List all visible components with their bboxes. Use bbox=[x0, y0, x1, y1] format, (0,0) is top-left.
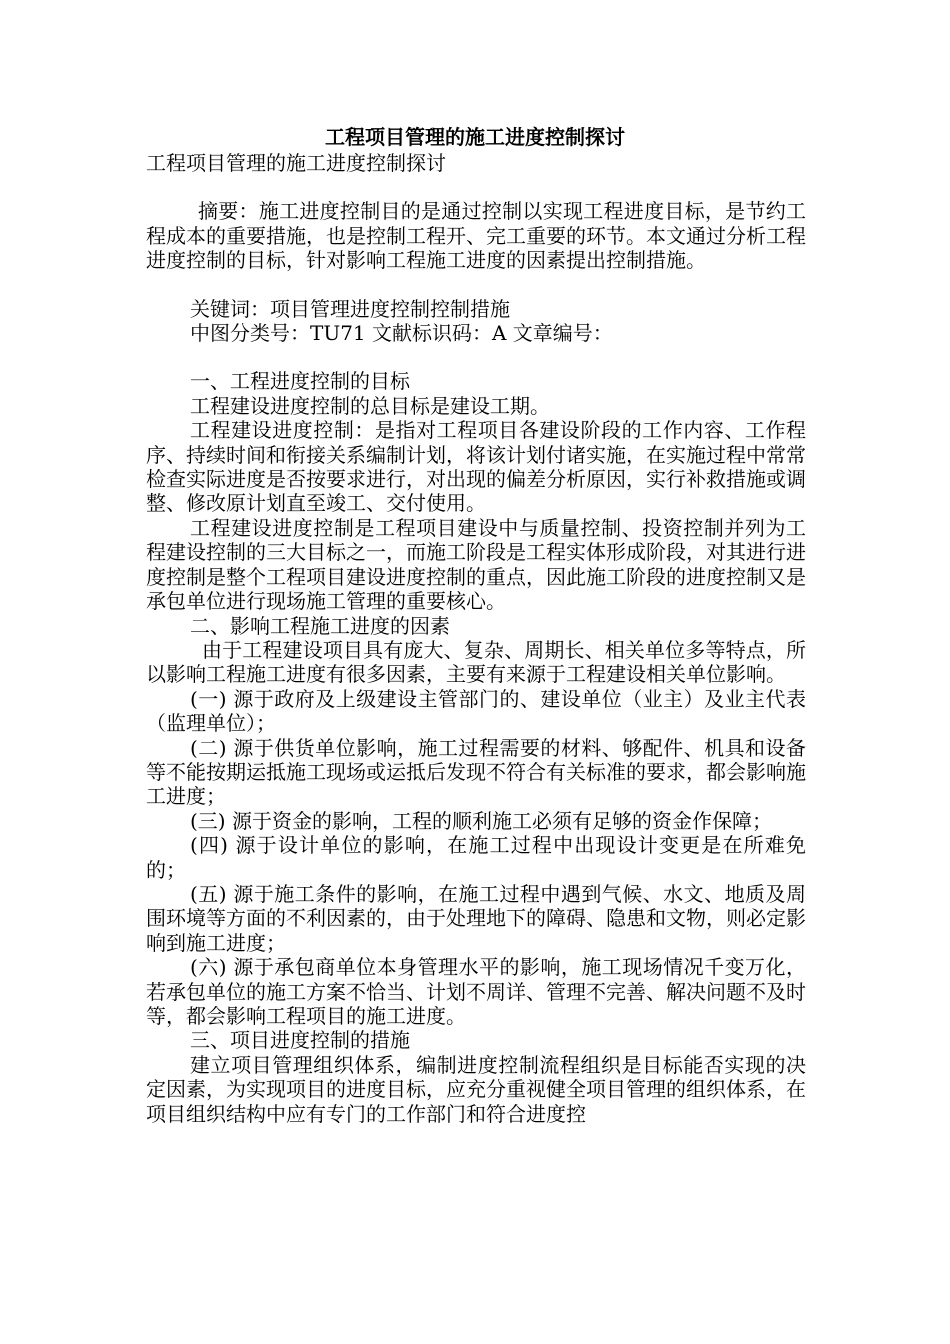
document-body bbox=[146, 151, 806, 1126]
keywords-line: 关键词：项目管理进度控制控制措施 bbox=[190, 296, 510, 321]
list-item: (四) 源于设计单位的影响，在施工过程中出现设计变更是在所难免的； bbox=[146, 833, 806, 882]
abstract-paragraph: 摘要：施工进度控制目的是通过控制以实现工程进度目标，是节约工程成本的重要措施，也是控制工程开、完工重要的环节。本文通过分析工程进度控制的目标，针对影响工程施工进度的因素提出控制措施。 bbox=[146, 199, 806, 273]
section-heading-3: 三、项目进度控制的措施 bbox=[190, 1028, 410, 1053]
section-heading-2: 二、影响工程施工进度的因素 bbox=[190, 613, 450, 638]
list-item: (二) 源于供货单位影响，施工过程需要的材料、够配件、机具和设备等不能按期运抵施工现场或运抵后发现不符合有关标准的要求，都会影响施工进度； bbox=[146, 735, 806, 809]
section3-paragraph: 建立项目管理组织体系，编制进度控制流程组织是目标能否实现的决定因素，为实现项目的进度目标，应充分重视健全项目管理的组织体系，在项目组织结构中应有专门的工作部门和符合进度控 bbox=[146, 1052, 806, 1126]
list-item: (一) 源于政府及上级建设主管部门的、建设单位（业主）及业主代表（监理单位）； bbox=[146, 686, 806, 736]
section1-paragraph: 工程建设进度控制是工程项目建设中与质量控制、投资控制并列为工程建设控制的三大目标之一，而施工阶段是工程实体形成阶段，对其进行进度控制是整个工程项目建设进度控制的重点，因此施工阶段的进度控制又是承包单位进行现场施工管理的重要核心。 bbox=[146, 515, 806, 614]
list-item: (五) 源于施工条件的影响，在施工过程中遇到气候、水文、地质及周围环境等方面的不利因素的，由于处理地下的障碍、隐患和文物，则必定影响到施工进度； bbox=[146, 881, 806, 955]
section1-paragraph: 工程建设进度控制：是指对工程项目各建设阶段的工作内容、工作程序、持续时间和衔接关系编制计划，将该计划付诸实施，在实施过程中常常检查实际进度是否按要求进行，对出现的偏差分析原因，实行补救措施或调整、修改原计划直至竣工、交付使用。 bbox=[146, 418, 806, 516]
section2-intro-paragraph: 由于工程建设项目具有庞大、复杂、周期长、相关单位多等特点，所以影响工程施工进度有很多因素，主要有来源于工程建设相关单位影响。 bbox=[146, 637, 806, 687]
section1-paragraph: 工程建设进度控制的总目标是建设工期。 bbox=[190, 393, 550, 418]
list-item: (三) 源于资金的影响，工程的顺利施工必须有足够的资金作保障； bbox=[190, 808, 772, 833]
document-title: 工程项目管理的施工进度控制探讨 bbox=[325, 125, 625, 149]
section-heading-1: 一、工程进度控制的目标 bbox=[190, 369, 410, 394]
list-item: (六) 源于承包商单位本身管理水平的影响，施工现场情况千变万化，若承包单位的施工方案不恰当、计划不周详、管理不完善、解决问题不及时等，都会影响工程项目的施工进度。 bbox=[146, 955, 806, 1028]
classification-line: 中图分类号：TU71 文献标识码：A 文章编号： bbox=[190, 321, 613, 346]
document-subtitle: 工程项目管理的施工进度控制探讨 bbox=[146, 151, 446, 175]
